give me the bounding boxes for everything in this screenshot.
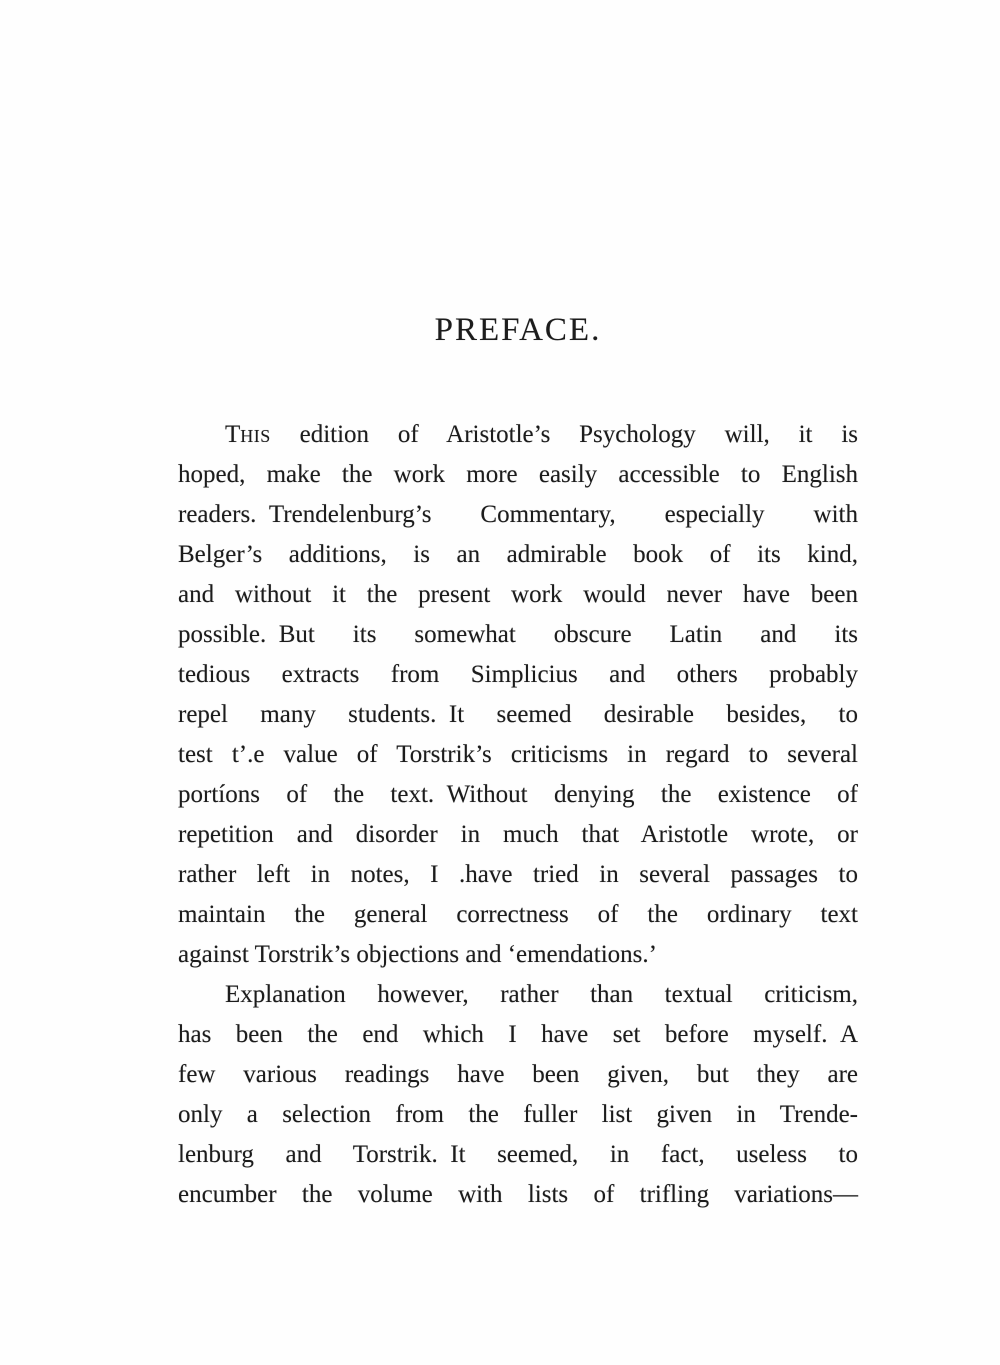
text-line: test t’.e value of Torstrik’s criticisms in regard to several xyxy=(178,741,858,768)
lead-smallcaps: HIS xyxy=(240,426,271,446)
text-line: repel many students. It seemed desirable besides, to xyxy=(178,701,858,728)
page-title: PREFACE. xyxy=(434,312,602,348)
line-text: edition of Aristotle’s Psychology will, it is xyxy=(270,421,858,448)
text-line: Belger’s additions, is an admirable book of its kind, xyxy=(178,541,858,568)
text-line: has been the end which I have set before myself. A xyxy=(178,1021,858,1048)
preface-text xyxy=(178,415,858,1215)
text-line: against Torstrik’s objections and ‘emendations.’ xyxy=(178,941,657,968)
text-line: hoped, make the work more easily accessible to English xyxy=(178,461,858,488)
text-line: and without it the present work would never have been xyxy=(178,581,858,608)
text-line: encumber the volume with lists of trifling variations— xyxy=(178,1181,858,1208)
text-line: repetition and disorder in much that Aristotle wrote, or xyxy=(178,821,858,848)
text-line: maintain the general correctness of the ordinary text xyxy=(178,901,858,928)
text-line: portíons of the text. Without denying the existence of xyxy=(178,781,858,808)
text-line: readers. Trendelenburg’s Commentary, especially with xyxy=(178,501,858,528)
text-line: possible. But its somewhat obscure Latin and its xyxy=(178,621,858,648)
text-line: few various readings have been given, but they are xyxy=(178,1061,858,1088)
text-line: tedious extracts from Simplicius and others probably xyxy=(178,661,858,688)
text-line: lenburg and Torstrik. It seemed, in fact, useless to xyxy=(178,1141,858,1168)
text-line: rather left in notes, I .have tried in several passages to xyxy=(178,861,858,888)
lead-capital: T xyxy=(225,421,241,448)
text-line: Explanation however, rather than textual criticism, xyxy=(225,981,858,1008)
text-line xyxy=(178,415,858,455)
text-line: only a selection from the fuller list given in Trende- xyxy=(178,1101,858,1128)
